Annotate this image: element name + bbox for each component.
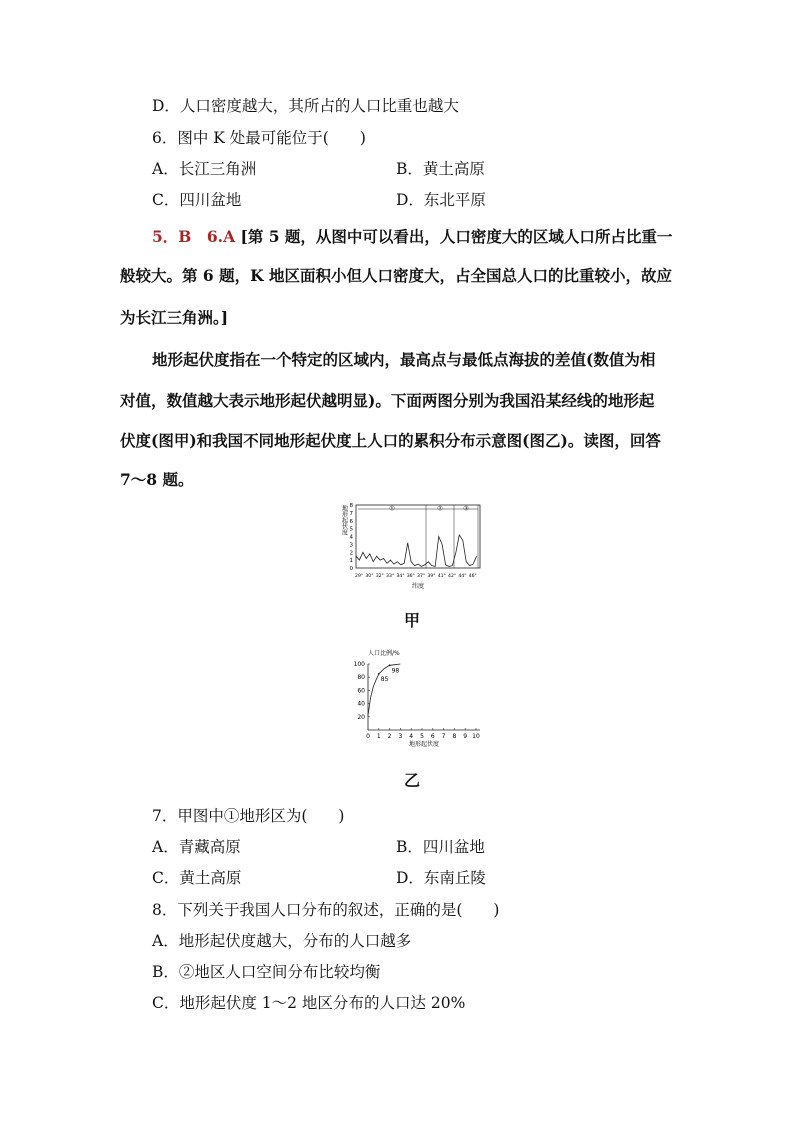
jia-ytick-label: 4	[349, 534, 353, 541]
figure-jia-caption: 甲	[404, 611, 421, 630]
q8-stem: 8．下列关于我国人口分布的叙述，正确的是( )	[152, 901, 500, 919]
yi-xtick-label: 0	[366, 733, 370, 740]
jia-ytick-label: 8	[349, 503, 353, 509]
yi-annotation-label: 85	[380, 675, 389, 683]
passage-line-2: 对值，数值越大表示地形起伏越明显)。下面两图分别为我国沿某经线的地形起	[120, 391, 655, 410]
jia-xtick-label: 30°	[365, 574, 374, 579]
yi-xtick-label: 9	[463, 733, 468, 740]
jia-xtick-label: 34°	[396, 574, 405, 579]
jia-plot-frame	[356, 505, 480, 568]
yi-ytick-label: 80	[357, 674, 365, 682]
yi-ytick-label: 40	[357, 700, 365, 708]
q6-option-a: A．长江三角洲	[152, 160, 257, 178]
yi-ytick-label: 60	[357, 687, 365, 695]
answer-text-1: [第 5 题，从图中可以看出，人口密度大的区域人口所占比重一	[240, 227, 673, 246]
yi-ytick-label: 100	[353, 661, 365, 668]
yi-xtick-label: 1	[376, 733, 381, 740]
yi-annotation-point	[378, 673, 380, 675]
q6-stem: 6．图中 K 处最可能位于( )	[152, 129, 366, 147]
jia-ytick-label: 5	[349, 526, 353, 533]
jia-ytick-label: 6	[349, 518, 353, 525]
jia-xtick-label: 41°	[437, 574, 446, 579]
q8-option-b: B．②地区人口空间分布比较均衡	[152, 963, 381, 981]
jia-xtick-label: 29°	[355, 574, 364, 579]
q7-option-b: B．四川盆地	[396, 838, 485, 856]
q6-option-c: C．四川盆地	[152, 191, 242, 209]
jia-xtick-label: 39°	[427, 574, 436, 579]
jia-ylabel: 地形起伏度	[340, 505, 348, 535]
passage-line-1: 地形起伏度指在一个特定的区域内，最高点与最低点海拔的差值(数值为相	[152, 350, 656, 369]
figure-yi-chart	[350, 644, 490, 752]
yi-annotation-label: 98	[391, 667, 400, 675]
answer-line-3: 为长江三角洲。]	[120, 308, 229, 327]
jia-xtick-label: 33°	[386, 574, 395, 579]
passage-line-4: 7～8 题。	[120, 470, 194, 489]
figure-yi-caption: 乙	[404, 771, 421, 790]
q7-option-a: A．青藏高原	[152, 838, 241, 856]
passage-line-3: 伏度(图甲)和我国不同地形起伏度上人口的累积分布示意图(图乙)。读图，回答	[120, 431, 661, 450]
q7-option-c: C．黄土高原	[152, 869, 242, 887]
jia-region-label: ①	[389, 504, 395, 513]
yi-xtick-label: 3	[398, 733, 403, 740]
jia-ytick-label: 0	[349, 566, 353, 572]
q8-option-a: A．地形起伏度越大，分布的人口越多	[152, 932, 412, 950]
jia-xtick-label: 36°	[406, 574, 415, 579]
yi-xtick-label: 6	[430, 733, 435, 740]
jia-series-line	[356, 535, 477, 567]
q7-stem: 7．甲图中①地形区为( )	[152, 807, 345, 825]
jia-region-label: ②	[437, 504, 443, 513]
yi-xtick-label: 8	[452, 733, 457, 740]
q8-option-c: C．地形起伏度 1～2 地区分布的人口达 20%	[152, 994, 466, 1012]
jia-ytick-label: 1	[349, 558, 353, 565]
answer-line-2: 般较大。第 6 题，K 地区面积小但人口密度大，占全国总人口的比重较小，故应	[120, 266, 672, 285]
answer-label: 5．B 6.A	[152, 227, 236, 246]
yi-ylabel: 人口比例/%	[368, 650, 400, 657]
yi-xtick-label: 4	[409, 733, 414, 740]
yi-xlabel: 地形起伏度	[408, 741, 440, 748]
q6-option-b: B．黄土高原	[396, 160, 485, 178]
jia-ytick-label: 3	[349, 542, 353, 549]
q5-option-d: D．人口密度越大，其所占的人口比重也越大	[152, 97, 459, 115]
figure-jia-chart	[338, 500, 488, 592]
yi-xtick-label: 2	[387, 733, 392, 740]
jia-region-label: ③	[463, 504, 469, 513]
answer-line-1	[152, 227, 672, 247]
yi-xtick-label: 7	[441, 733, 446, 740]
yi-xtick-label: 5	[420, 733, 424, 740]
yi-annotation-point	[389, 664, 391, 666]
jia-xtick-label: 44°	[458, 574, 467, 579]
jia-xtick-label: 32°	[375, 574, 384, 579]
jia-xtick-label: 42°	[448, 574, 457, 579]
q6-option-d: D．东北平原	[396, 191, 486, 209]
jia-xtick-label: 46°	[468, 574, 477, 579]
jia-ytick-label: 7	[349, 510, 353, 517]
yi-ytick-label: 20	[357, 713, 365, 721]
jia-xlabel: 纬度	[411, 583, 425, 590]
jia-ytick-label: 2	[349, 550, 353, 557]
yi-xtick-label: 10	[472, 733, 480, 740]
q7-option-d: D．东南丘陵	[396, 869, 486, 887]
jia-xtick-label: 37°	[417, 574, 426, 579]
